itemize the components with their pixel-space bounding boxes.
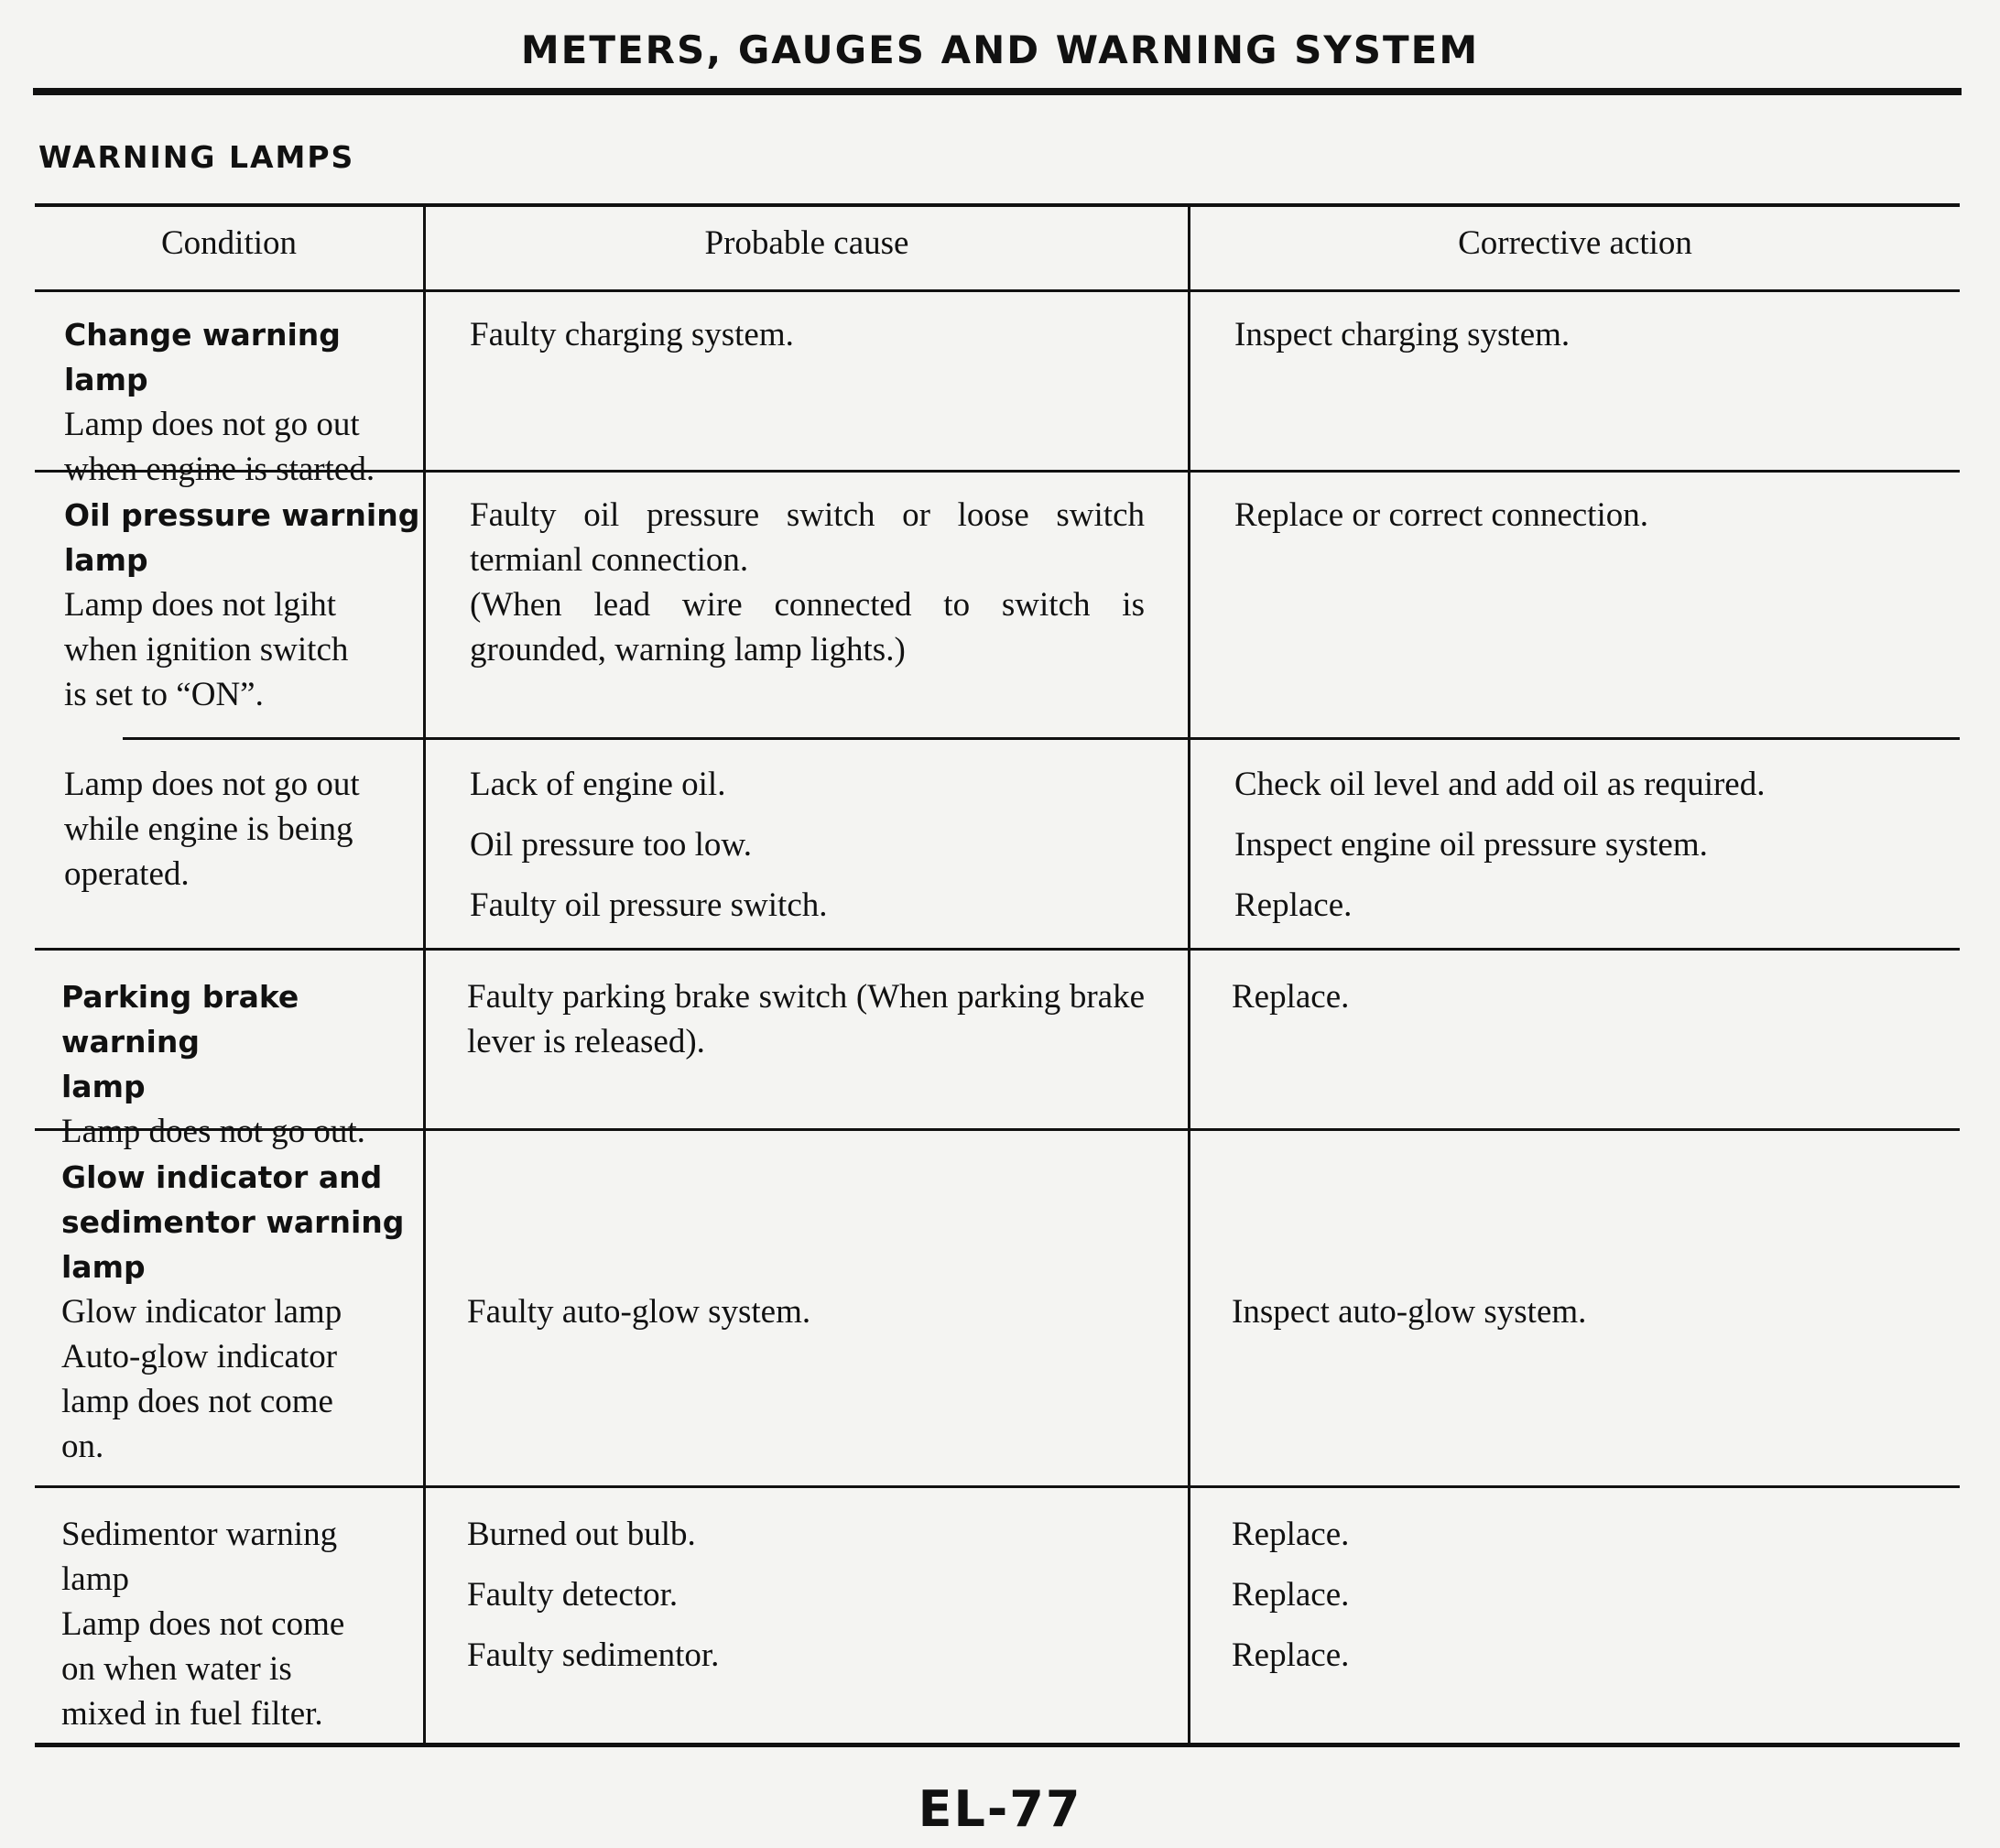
condition-title: Parking brake warning <box>61 979 299 1060</box>
row4-action <box>1232 974 1928 1019</box>
action-line: Inspect charging system. <box>1234 316 1571 353</box>
row3-action <box>1234 762 1930 943</box>
cause-line: Lack of engine oil. <box>470 766 726 803</box>
condition-line: lamp <box>61 1560 129 1598</box>
condition-line: is set to “ON”. <box>64 676 264 713</box>
condition-title: lamp <box>61 1069 146 1104</box>
condition-line: on when water is <box>61 1650 292 1688</box>
condition-line: when engine is started. <box>64 451 375 488</box>
title-rule <box>33 88 1962 95</box>
condition-title: sedimentor warning <box>61 1204 405 1240</box>
action-line: Replace or correct connection. <box>1234 496 1648 534</box>
header-condition: Condition <box>160 224 298 262</box>
row6-condition <box>61 1512 421 1736</box>
condition-line: when ignition switch <box>64 631 349 669</box>
cause-line: Faulty charging system. <box>470 316 794 353</box>
header-bottom-rule <box>35 289 1960 292</box>
condition-line: lamp does not come <box>61 1383 333 1420</box>
row2-condition <box>64 493 421 717</box>
condition-line: Lamp does not go out <box>64 766 360 803</box>
row5-action <box>1232 1289 1928 1334</box>
action-line: Replace. <box>1232 1636 1350 1674</box>
row5-cause <box>467 1289 1145 1334</box>
action-line: Replace. <box>1234 886 1353 924</box>
cause-line: Faulty auto-glow system. <box>467 1293 811 1331</box>
condition-title: Change warning lamp <box>64 317 341 397</box>
row-divider <box>123 737 1960 740</box>
column-divider <box>1188 203 1190 1745</box>
table-top-rule <box>35 203 1960 207</box>
row4-condition <box>61 974 421 1154</box>
section-heading: WARNING LAMPS <box>38 139 355 175</box>
condition-title: Glow indicator and <box>61 1159 383 1195</box>
row3-condition <box>64 762 421 897</box>
condition-line: Lamp does not go out. <box>61 1113 365 1150</box>
condition-title: lamp <box>61 1249 146 1285</box>
action-line: Inspect engine oil pressure system. <box>1234 826 1708 864</box>
cause-line: Faulty detector. <box>467 1576 679 1614</box>
condition-line: operated. <box>64 855 190 893</box>
condition-line: while engine is being <box>64 810 353 848</box>
condition-line: Sedimentor warning <box>61 1516 338 1553</box>
condition-line: Glow indicator lamp <box>61 1293 342 1331</box>
action-line: Replace. <box>1232 1516 1350 1553</box>
row1-condition <box>64 312 421 492</box>
cause-line: Faulty sedimentor. <box>467 1636 720 1674</box>
row1-cause <box>470 312 1145 357</box>
row1-action <box>1234 312 1930 357</box>
cause-text: Faulty parking brake switch (When parking brake lever is released). <box>467 978 1145 1060</box>
row2-action <box>1234 493 1930 538</box>
page-number: EL-77 <box>918 1780 1082 1838</box>
action-line: Replace. <box>1232 1576 1350 1614</box>
page-title: METERS, GAUGES AND WARNING SYSTEM <box>520 27 1480 72</box>
action-line: Replace. <box>1232 978 1350 1016</box>
column-divider <box>423 203 426 1745</box>
condition-title: lamp <box>64 542 148 578</box>
row-divider <box>35 948 1960 951</box>
condition-line: Auto-glow indicator <box>61 1338 338 1375</box>
row3-cause <box>470 762 1145 943</box>
condition-title: Oil pressure warning <box>64 497 420 533</box>
action-line: Check oil level and add oil as required. <box>1234 766 1766 803</box>
row6-cause <box>467 1512 1145 1693</box>
table-bottom-rule <box>35 1743 1960 1747</box>
header-corrective-action: Corrective action <box>1458 224 1692 262</box>
condition-line: Lamp does not go out <box>64 406 360 443</box>
cause-line: Burned out bulb. <box>467 1516 696 1553</box>
row-divider <box>35 1485 1960 1488</box>
cause-text: Faulty oil pressure switch or loose switch termianl connection. <box>470 496 1145 579</box>
condition-line: Lamp does not lgiht <box>64 586 336 624</box>
row5-condition <box>61 1155 421 1469</box>
cause-note: (When lead wire connected to switch is grounded, warning lamp lights.) <box>470 586 1145 669</box>
row4-cause <box>467 974 1145 1064</box>
condition-line: Lamp does not come <box>61 1605 345 1643</box>
action-line: Inspect auto-glow system. <box>1232 1293 1587 1331</box>
condition-line: mixed in fuel filter. <box>61 1695 323 1733</box>
header-probable-cause: Probable cause <box>704 224 909 262</box>
row6-action <box>1232 1512 1928 1693</box>
cause-line: Oil pressure too low. <box>470 826 752 864</box>
row2-cause <box>470 493 1145 672</box>
condition-line: on. <box>61 1428 104 1465</box>
cause-line: Faulty oil pressure switch. <box>470 886 828 924</box>
